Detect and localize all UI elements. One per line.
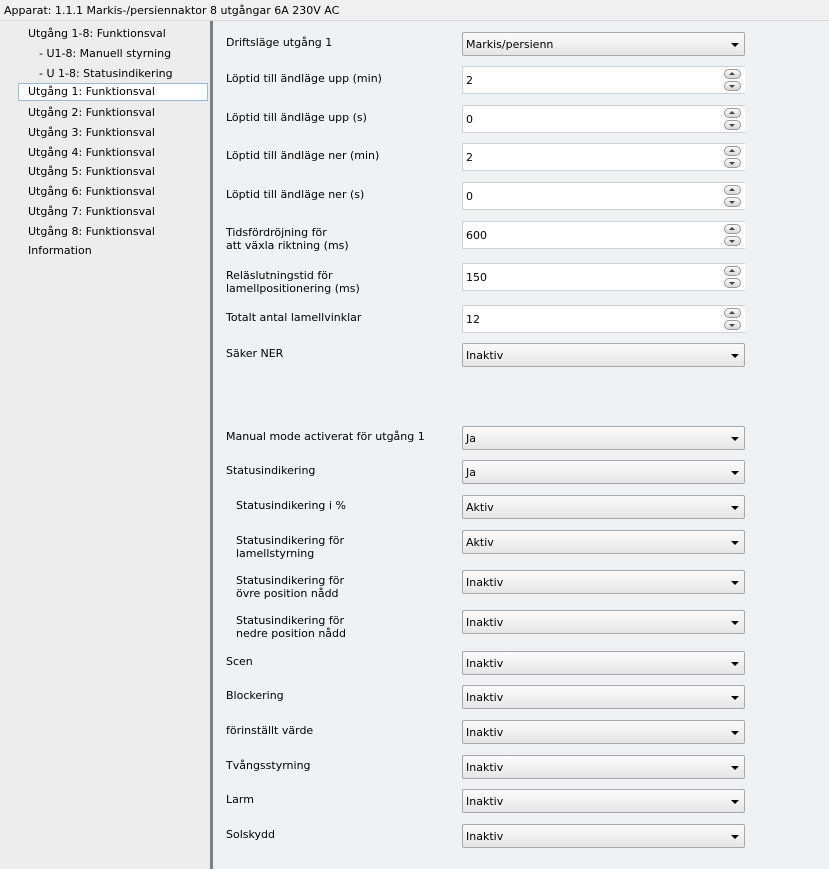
spin-down-icon[interactable] [724, 236, 741, 246]
spin-up-icon[interactable] [724, 69, 741, 79]
select-driftslage[interactable] [462, 32, 745, 56]
spin-down-icon[interactable] [724, 197, 741, 207]
select-value: Aktiv [466, 501, 494, 514]
label-loptid-ner-s: Löptid till ändläge ner (s) [226, 188, 365, 201]
label-status-procent: Statusindikering i % [236, 499, 346, 512]
tree-item-utgang-1[interactable]: Utgång 1: Funktionsval [18, 83, 208, 101]
chevron-down-icon [731, 835, 739, 839]
spin-down-icon[interactable] [724, 81, 741, 91]
spin-buttons [720, 182, 745, 210]
tree-item-manuell-styrning[interactable]: - U1-8: Manuell styrning [39, 47, 172, 60]
label-relaslutningstid: Reläslutningstid för [226, 269, 333, 282]
label-larm: Larm [226, 793, 254, 806]
tree-item-statusindikering[interactable]: - U 1-8: Statusindikering [39, 67, 173, 80]
chevron-down-icon [731, 43, 739, 47]
select-saker-ner[interactable] [462, 343, 745, 367]
chevron-down-icon [731, 766, 739, 770]
spin-buttons [720, 66, 745, 94]
spin-buttons [720, 105, 745, 133]
tree-item-utgang-4[interactable]: Utgång 4: Funktionsval [28, 146, 155, 159]
tree-item-utgang-5[interactable]: Utgång 5: Funktionsval [28, 165, 155, 178]
spin-buttons [720, 143, 745, 171]
label-status-lamell-line2: lamellstyrning [236, 547, 315, 560]
tree-item-utgang-1-8[interactable]: Utgång 1-8: Funktionsval [28, 27, 166, 40]
input-loptid-ner-min[interactable] [462, 143, 720, 171]
input-loptid-upp-s[interactable] [462, 105, 720, 133]
input-loptid-upp-min[interactable] [462, 66, 720, 94]
input-loptid-ner-s[interactable] [462, 182, 720, 210]
select-value: Inaktiv [466, 726, 504, 739]
select-forinstallt-varde[interactable] [462, 720, 745, 744]
chevron-down-icon [731, 581, 739, 585]
label-relaslutningstid-line2: lamellpositionering (ms) [226, 282, 360, 295]
select-value: Inaktiv [466, 830, 504, 843]
window-titlebar [0, 0, 829, 21]
chevron-down-icon [731, 621, 739, 625]
spin-down-icon[interactable] [724, 120, 741, 130]
select-value: Markis/persienn [466, 38, 554, 51]
input-tidsfordrojning[interactable] [462, 221, 720, 249]
chevron-down-icon [731, 471, 739, 475]
label-blockering: Blockering [226, 689, 284, 702]
select-value: Aktiv [466, 536, 494, 549]
label-status-nedre-line2: nedre position nådd [236, 627, 347, 640]
select-tvangsstyrning[interactable] [462, 755, 745, 779]
select-solskydd[interactable] [462, 824, 745, 848]
chevron-down-icon [731, 731, 739, 735]
select-status-nedre[interactable] [462, 610, 745, 634]
select-value: Inaktiv [466, 761, 504, 774]
chevron-down-icon [731, 354, 739, 358]
spin-up-icon[interactable] [724, 224, 741, 234]
spinbox-tidsfordrojning [462, 221, 745, 249]
parameter-tree [0, 21, 210, 869]
spin-up-icon[interactable] [724, 146, 741, 156]
select-status-procent[interactable] [462, 495, 745, 519]
select-scen[interactable] [462, 651, 745, 675]
select-status-ovre[interactable] [462, 570, 745, 594]
window-title: Apparat: 1.1.1 Markis-/persiennaktor 8 utgångar 6A 230V AC [4, 4, 340, 17]
spin-down-icon[interactable] [724, 278, 741, 288]
spin-down-icon[interactable] [724, 158, 741, 168]
spinbox-loptid-upp-s [462, 105, 745, 133]
spin-up-icon[interactable] [724, 108, 741, 118]
chevron-down-icon [731, 541, 739, 545]
spin-buttons [720, 221, 745, 249]
select-value: Inaktiv [466, 795, 504, 808]
tree-item-utgang-8[interactable]: Utgång 8: Funktionsval [28, 225, 155, 238]
select-value: Inaktiv [466, 349, 504, 362]
label-tidsfordrojning-line2: att växla riktning (ms) [226, 239, 349, 252]
spinbox-relaslutningstid [462, 263, 745, 291]
tree-item-information[interactable]: Information [28, 244, 92, 257]
label-scen: Scen [226, 655, 253, 668]
input-lamellvinklar[interactable] [462, 305, 720, 333]
select-statusindikering[interactable] [462, 460, 745, 484]
select-value: Inaktiv [466, 657, 504, 670]
spinbox-loptid-upp-min [462, 66, 745, 94]
label-loptid-upp-min: Löptid till ändläge upp (min) [226, 72, 382, 85]
label-forinstallt-varde: förinställt värde [226, 724, 314, 737]
parameter-panel [213, 21, 829, 869]
tree-item-utgang-2[interactable]: Utgång 2: Funktionsval [28, 106, 155, 119]
select-value: Ja [466, 432, 476, 445]
label-status-lamell: Statusindikering för [236, 534, 345, 547]
spin-up-icon[interactable] [724, 308, 741, 318]
chevron-down-icon [731, 506, 739, 510]
tree-item-utgang-3[interactable]: Utgång 3: Funktionsval [28, 126, 155, 139]
select-blockering[interactable] [462, 685, 745, 709]
label-manual-mode: Manual mode activerat för utgång 1 [226, 430, 425, 443]
spinbox-loptid-ner-s [462, 182, 745, 210]
label-tvangsstyrning: Tvångsstyrning [226, 759, 311, 772]
label-loptid-upp-s: Löptid till ändläge upp (s) [226, 111, 367, 124]
spinbox-loptid-ner-min [462, 143, 745, 171]
select-manual-mode[interactable] [462, 426, 745, 450]
select-value: Inaktiv [466, 576, 504, 589]
spin-up-icon[interactable] [724, 266, 741, 276]
spinbox-lamellvinklar [462, 305, 745, 333]
chevron-down-icon [731, 800, 739, 804]
chevron-down-icon [731, 662, 739, 666]
label-status-ovre-line2: övre position nådd [236, 587, 339, 600]
label-saker-ner: Säker NER [226, 347, 284, 360]
tree-item-utgang-6[interactable]: Utgång 6: Funktionsval [28, 185, 155, 198]
label-tidsfordrojning: Tidsfördröjning för [226, 226, 327, 239]
chevron-down-icon [731, 437, 739, 441]
spin-buttons [720, 305, 745, 333]
select-status-lamell[interactable] [462, 530, 745, 554]
select-value: Inaktiv [466, 691, 504, 704]
label-status-ovre: Statusindikering för [236, 574, 345, 587]
input-relaslutningstid[interactable] [462, 263, 720, 291]
chevron-down-icon [731, 696, 739, 700]
tree-item-utgang-7[interactable]: Utgång 7: Funktionsval [28, 205, 155, 218]
spin-up-icon[interactable] [724, 185, 741, 195]
select-value: Ja [466, 466, 476, 479]
label-statusindikering: Statusindikering [226, 464, 316, 477]
label-status-nedre: Statusindikering för [236, 614, 345, 627]
label-lamellvinklar: Totalt antal lamellvinklar [226, 311, 362, 324]
label-loptid-ner-min: Löptid till ändläge ner (min) [226, 149, 380, 162]
label-solskydd: Solskydd [226, 828, 275, 841]
label-driftslage: Driftsläge utgång 1 [226, 36, 333, 49]
select-value: Inaktiv [466, 616, 504, 629]
spin-buttons [720, 263, 745, 291]
spin-down-icon[interactable] [724, 320, 741, 330]
select-larm[interactable] [462, 789, 745, 813]
